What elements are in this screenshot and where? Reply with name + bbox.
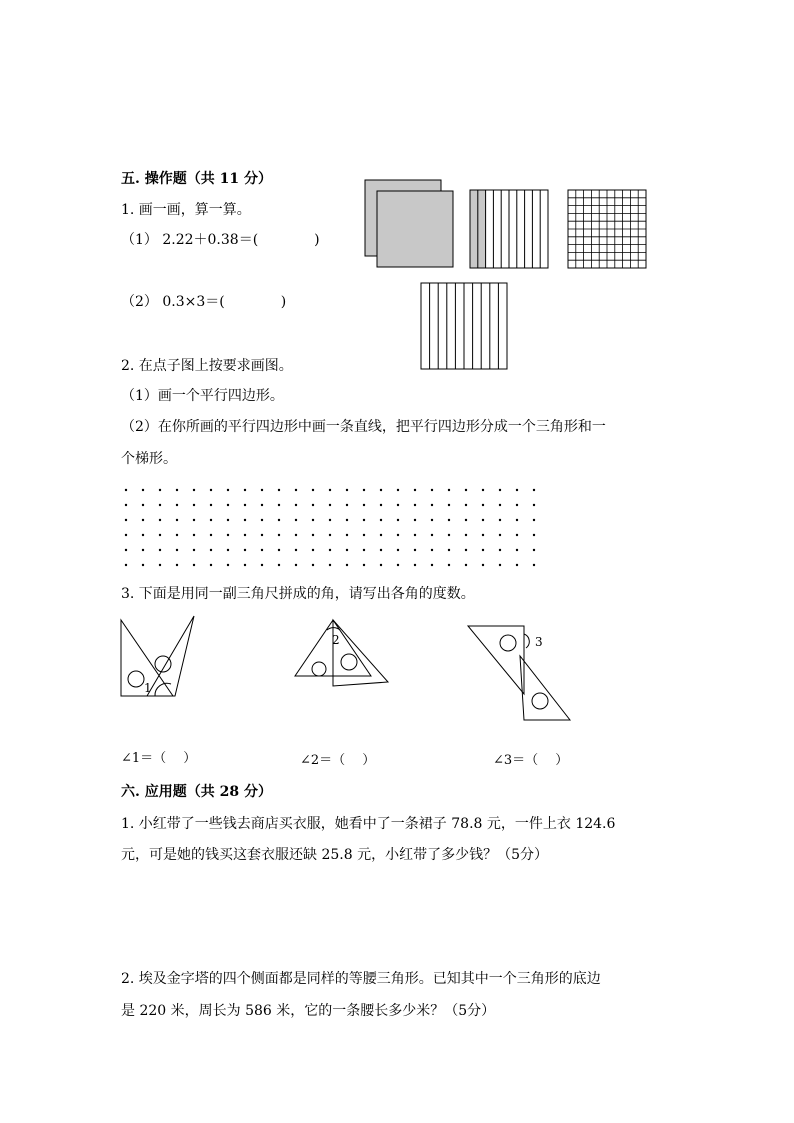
section-6-heading: 六. 应用题（共 28 分） xyxy=(121,784,272,800)
tenths-grid-figure xyxy=(468,188,550,270)
app-q1-line2: 元，可是她的钱买这套衣服还缺 25.8 元，小红带了多少钱？（5分） xyxy=(121,847,548,863)
q2-sub2-line1: （2）在你所画的平行四边形中画一条直线，把平行四边形分成一个三角形和一 xyxy=(121,419,606,435)
app-q2-line2: 是 220 米，周长为 586 米，它的一条腰长多少米？（5分） xyxy=(121,1003,496,1019)
set-square-angle-1-figure xyxy=(115,612,205,702)
q1-part2: （2） 0.3×3＝( ) xyxy=(121,294,287,310)
tenths-strip-figure xyxy=(419,281,509,371)
q2-title: 2. 在点子图上按要求画图。 xyxy=(121,358,293,374)
angle-1-answer: ∠1＝（ ） xyxy=(121,751,197,766)
hundredths-grid-figure xyxy=(566,188,648,270)
angle-3-label: 3 xyxy=(535,635,543,649)
q2-sub1: （1）画一个平行四边形。 xyxy=(121,388,284,404)
q1-part1: （1） 2.22＋0.38＝( ) xyxy=(121,232,320,248)
two-shaded-squares-figure xyxy=(360,175,460,275)
app-q2-line1: 2. 埃及金字塔的四个侧面都是同样的等腰三角形。已知其中一个三角形的底边 xyxy=(121,971,601,987)
dot-grid xyxy=(120,482,550,572)
set-square-angle-2-figure xyxy=(285,612,395,692)
q3-title: 3. 下面是用同一副三角尺拼成的角，请写出各角的度数。 xyxy=(121,586,475,602)
angle-1-label: 1 xyxy=(144,681,152,695)
angle-3-answer: ∠3＝（ ） xyxy=(493,753,569,768)
angle-2-answer: ∠2＝（ ） xyxy=(300,753,376,768)
q1-title: 1. 画一画，算一算。 xyxy=(121,202,251,218)
section-5-heading: 五. 操作题（共 11 分） xyxy=(121,171,272,187)
set-square-angle-3-figure xyxy=(462,622,577,727)
app-q1-line1: 1. 小红带了一些钱去商店买衣服，她看中了一条裙子 78.8 元，一件上衣 124.6 xyxy=(121,816,616,832)
angle-2-label: 2 xyxy=(332,633,340,647)
q2-sub2-line2: 个梯形。 xyxy=(121,451,177,467)
